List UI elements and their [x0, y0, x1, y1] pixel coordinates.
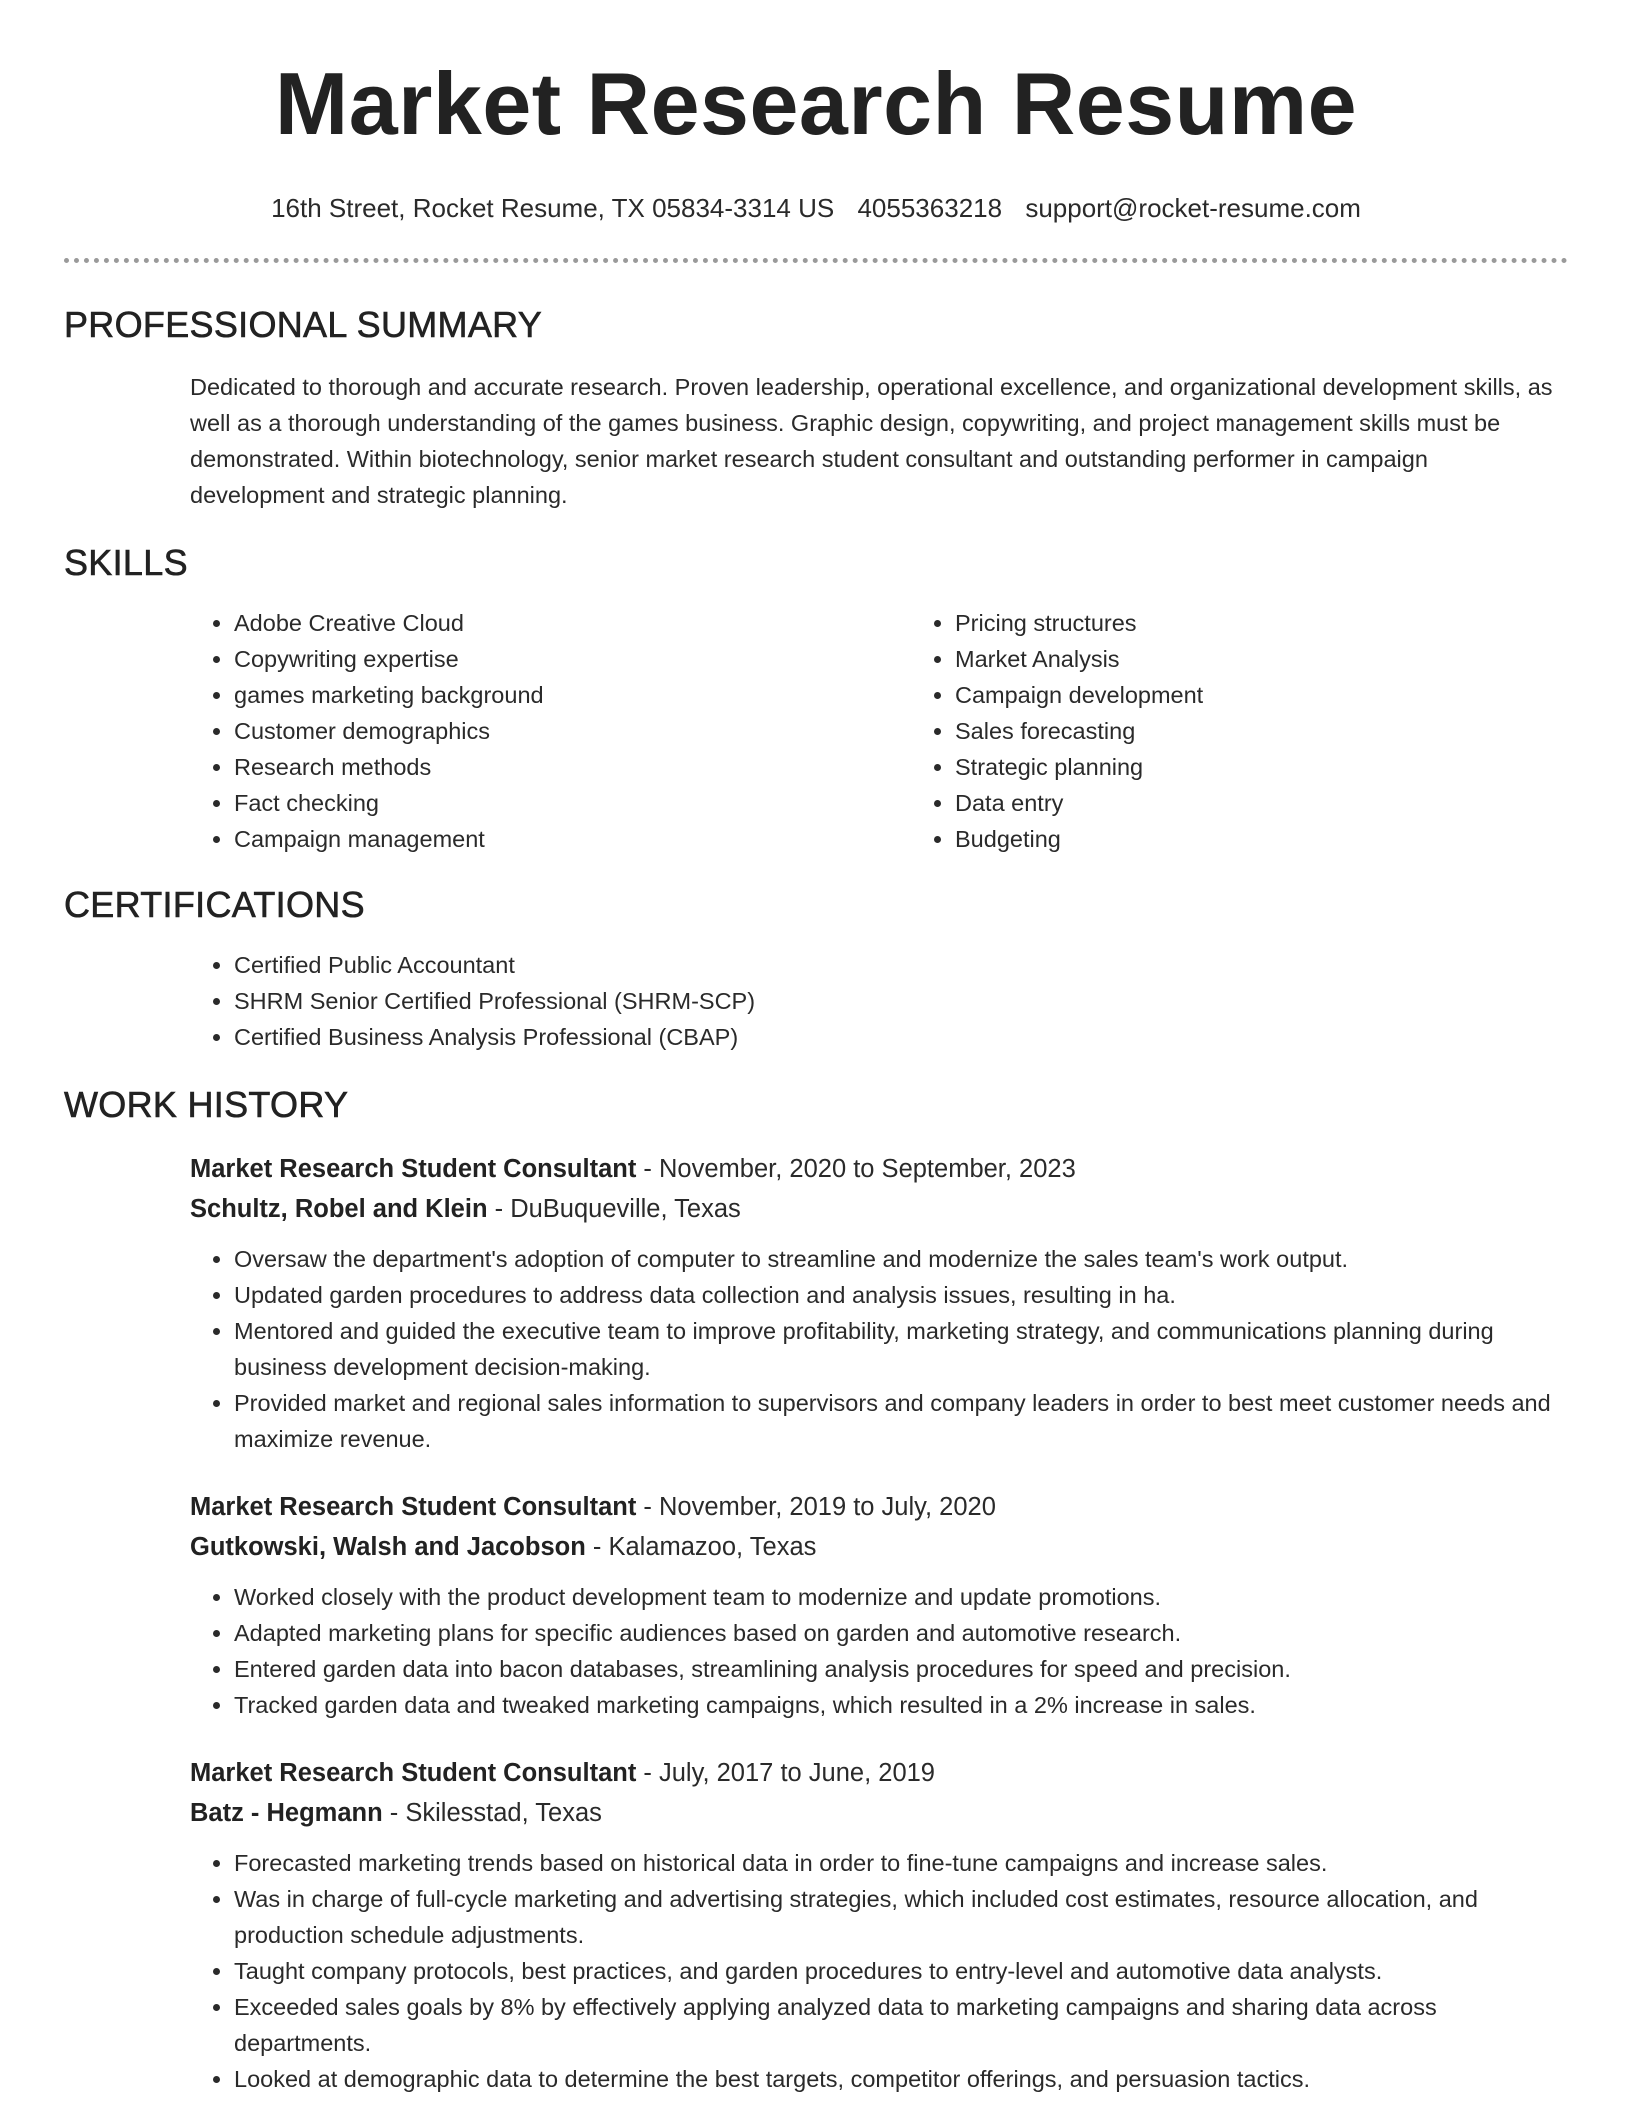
job-bullet: • Was in charge of full-cycle marketing and advertising strategies, which included cost estimates, resource allocation, and production schedule adjustments. — [234, 1881, 1568, 1953]
job-dates: - November, 2020 to September, 2023 — [636, 1155, 1076, 1183]
job-company: Schultz, Robel and Klein — [190, 1195, 488, 1223]
certification-item: • Certified Business Analysis Professional (CBAP) — [234, 1019, 1632, 1055]
job-bullet: • Forecasted marketing trends based on historical data in order to fine-tune campaigns and increase sales. — [234, 1845, 1568, 1881]
job-bullets — [190, 1241, 1568, 1457]
job-title: Market Research Student Consultant — [190, 1759, 637, 1787]
job-company: Gutkowski, Walsh and Jacobson — [190, 1533, 586, 1561]
skill-item: • Copywriting expertise — [234, 641, 911, 677]
section-title-certifications: CERTIFICATIONS — [64, 884, 365, 925]
summary-text: Dedicated to thorough and accurate research. Proven leadership, operational excellence, and organizational development skills, as well as a thorough understanding of the games business. Graphic design, copywriting, and project management skills must be demonstrated. Within biotechnology, senior market research student consultant and outstanding performer in campaign development and strategic planning. — [190, 374, 1553, 508]
job-bullet: • Exceeded sales goals by 8% by effectively applying analyzed data to marketing campaigns and sharing data across departments. — [234, 1989, 1568, 2061]
job-location: - Kalamazoo, Texas — [585, 1533, 817, 1561]
job-company-line — [190, 1793, 1568, 1833]
skill-item: • Market Analysis — [955, 641, 1632, 677]
resume-title: Market Research Resume — [274, 54, 1358, 153]
job-entry — [190, 1487, 1568, 1723]
job-title: Market Research Student Consultant — [190, 1493, 637, 1521]
skills-column-right — [911, 605, 1632, 857]
skill-item: • Adobe Creative Cloud — [234, 605, 911, 641]
skill-item: • Fact checking — [234, 785, 911, 821]
job-title-line — [190, 1149, 1568, 1189]
job-company-line — [190, 1527, 1568, 1567]
job-bullets — [190, 1845, 1568, 2097]
certifications-list — [190, 947, 1632, 1055]
certifications-bullets — [190, 947, 1632, 1055]
job-bullets — [190, 1579, 1568, 1723]
certification-item: • SHRM Senior Certified Professional (SHRM-SCP) — [234, 983, 1632, 1019]
skill-item: • Campaign development — [955, 677, 1632, 713]
job-bullet: • Mentored and guided the executive team to improve profitability, marketing strategy, and communications planning during business development decision-making. — [234, 1313, 1568, 1385]
job-bullet: • Provided market and regional sales information to supervisors and company leaders in order to best meet customer needs and maximize revenue. — [234, 1385, 1568, 1457]
skill-item: • Budgeting — [955, 821, 1632, 857]
job-dates: - November, 2019 to July, 2020 — [636, 1493, 996, 1521]
skill-item: • Data entry — [955, 785, 1632, 821]
job-location: - Skilesstad, Texas — [382, 1799, 602, 1827]
skill-item: • games marketing background — [234, 677, 911, 713]
job-bullet: • Entered garden data into bacon databases, streamlining analysis procedures for speed and precision. — [234, 1651, 1568, 1687]
section-title-work-history: WORK HISTORY — [64, 1084, 349, 1125]
job-location: - DuBuqueville, Texas — [487, 1195, 741, 1223]
section-title-summary: PROFESSIONAL SUMMARY — [64, 304, 543, 345]
job-dates: - July, 2017 to June, 2019 — [636, 1759, 935, 1787]
skill-item: • Pricing structures — [955, 605, 1632, 641]
job-company-line — [190, 1189, 1568, 1229]
contact-address: 16th Street, Rocket Resume, TX 05834-3314 US — [271, 193, 835, 223]
skill-item: • Strategic planning — [955, 749, 1632, 785]
skills-grid — [190, 605, 1632, 857]
skill-item: • Research methods — [234, 749, 911, 785]
contact-line — [0, 192, 1632, 224]
header-divider — [64, 258, 1568, 263]
job-company: Batz - Hegmann — [190, 1799, 383, 1827]
job-entry — [190, 1753, 1568, 2097]
job-bullet: • Oversaw the department's adoption of computer to streamline and modernize the sales team's work output. — [234, 1241, 1568, 1277]
skill-item: • Campaign management — [234, 821, 911, 857]
job-bullet: • Worked closely with the product development team to modernize and update promotions. — [234, 1579, 1568, 1615]
contact-email: support@rocket-resume.com — [1025, 193, 1361, 223]
job-entry — [190, 1149, 1568, 1457]
job-bullet: • Looked at demographic data to determine the best targets, competitor offerings, and persuasion tactics. — [234, 2061, 1568, 2097]
job-title-line — [190, 1487, 1568, 1527]
job-title: Market Research Student Consultant — [190, 1155, 637, 1183]
job-bullet: • Adapted marketing plans for specific audiences based on garden and automotive research. — [234, 1615, 1568, 1651]
skill-item: • Customer demographics — [234, 713, 911, 749]
section-title-skills: SKILLS — [64, 542, 188, 583]
job-bullet: • Updated garden procedures to address data collection and analysis issues, resulting in ha. — [234, 1277, 1568, 1313]
skills-column-left — [190, 605, 911, 857]
skill-item: • Sales forecasting — [955, 713, 1632, 749]
job-title-line — [190, 1753, 1568, 1793]
contact-phone: 4055363218 — [857, 193, 1003, 223]
job-bullet: • Tracked garden data and tweaked marketing campaigns, which resulted in a 2% increase in sales. — [234, 1687, 1568, 1723]
certification-item: • Certified Public Accountant — [234, 947, 1632, 983]
job-bullet: • Taught company protocols, best practices, and garden procedures to entry-level and automotive data analysts. — [234, 1953, 1568, 1989]
